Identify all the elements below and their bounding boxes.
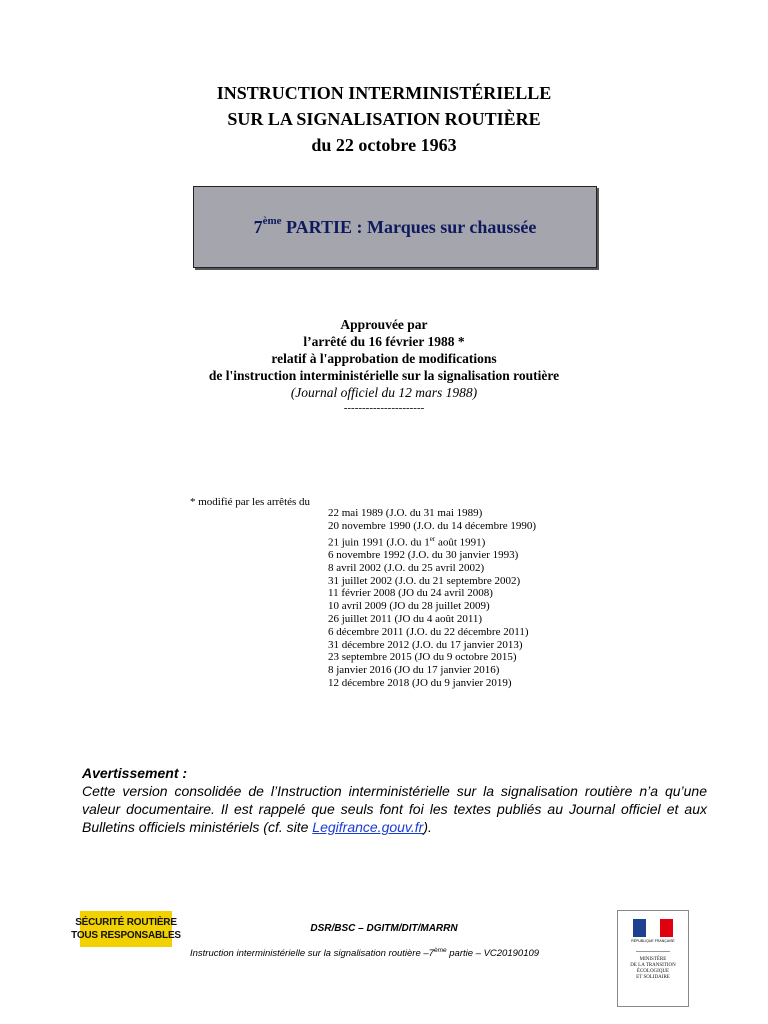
amendment-item: 6 décembre 2011 (J.O. du 22 décembre 2011) <box>328 625 529 638</box>
footer-doc-sup: ème <box>433 947 447 954</box>
amendment-item-part: août 1991) <box>435 536 486 549</box>
warning-title: Avertissement : <box>82 765 188 781</box>
ministere-line: ET SOLIDAIRE <box>636 975 670 980</box>
amendment-item: 31 juillet 2002 (J.O. du 21 septembre 2002) <box>328 574 521 587</box>
modifications-label: * modifié par les arrêtés du <box>190 496 311 508</box>
journal-reference: (Journal officiel du 12 mars 1988) <box>290 385 478 400</box>
warning-text <box>82 782 707 836</box>
ministere-line: MINISTÈRE <box>639 957 667 962</box>
footer-doc-part: Instruction interministérielle sur la signalisation routière –7 <box>190 948 434 960</box>
title-line-3: du 22 octobre 1963 <box>311 135 457 155</box>
ministere-logo <box>617 910 689 1007</box>
amendment-item-sup: er <box>429 534 436 543</box>
legifrance-link[interactable]: Legifrance.gouv.fr <box>312 819 424 835</box>
french-flag-icon <box>633 919 673 937</box>
amendment-item: 12 décembre 2018 (JO du 9 janvier 2019) <box>328 677 512 690</box>
amendment-item: 8 janvier 2016 (JO du 17 janvier 2016) <box>328 664 500 677</box>
amendment-item: 11 février 2008 (JO du 24 avril 2008) <box>328 587 493 600</box>
separator-dashes: ---------------------- <box>343 402 425 414</box>
amendment-item: 26 juillet 2011 (JO du 4 août 2011) <box>328 613 483 626</box>
amendment-item: 6 novembre 1992 (J.O. du 30 janvier 1993) <box>328 549 519 562</box>
logo-line-2: TOUS RESPONSABLES <box>71 930 181 941</box>
amendment-list <box>328 507 536 690</box>
partie-box <box>193 186 597 268</box>
ministere-name <box>618 957 688 981</box>
amendment-item: 31 décembre 2012 (J.O. du 17 janvier 2013) <box>328 638 523 651</box>
title-line-1: INSTRUCTION INTERMINISTÉRIELLE <box>216 83 552 103</box>
logo-line-1: SÉCURITÉ ROUTIÈRE <box>75 917 177 928</box>
approval-line-4: de l'instruction interministérielle sur la signalisation routière <box>208 368 560 383</box>
logo-divider <box>636 951 670 952</box>
amendment-item: 8 avril 2002 (J.O. du 25 avril 2002) <box>328 561 485 574</box>
approval-line-3: relatif à l'approbation de modifications <box>271 351 497 366</box>
amendment-item: 23 septembre 2015 (JO du 9 octobre 2015) <box>328 651 517 664</box>
amendment-item-part: 21 juin 1991 (J.O. du 1 <box>328 536 430 549</box>
partie-number-sup: ème <box>262 214 282 227</box>
warning-text-end: ). <box>423 819 432 835</box>
amendment-item: 10 avril 2009 (JO du 28 juillet 2009) <box>328 600 490 613</box>
title-line-2: SUR LA SIGNALISATION ROUTIÈRE <box>227 109 541 129</box>
partie-number: 7 <box>253 216 263 237</box>
footer-reference: DSR/BSC – DGITM/DIT/MARRN <box>310 923 458 934</box>
approval-line-1: Approuvée par <box>340 317 428 332</box>
approval-line-2: l’arrêté du 16 février 1988 * <box>303 334 465 349</box>
ministere-line: DE LA TRANSITION <box>630 963 676 968</box>
document-title <box>0 80 768 158</box>
footer-document-id <box>190 947 539 959</box>
amendment-item: 22 mai 1989 (J.O. du 31 mai 1989) <box>328 507 483 519</box>
partie-label: PARTIE : Marques sur chaussée <box>281 216 537 237</box>
footer-doc-part: partie – VC20190109 <box>446 948 540 960</box>
approval-block <box>0 316 768 415</box>
partie-title <box>253 214 537 238</box>
republique-label: RÉPUBLIQUE FRANÇAISE <box>631 939 675 943</box>
ministere-line: ÉCOLOGIQUE <box>636 969 670 974</box>
amendment-item: 20 novembre 1990 (J.O. du 14 décembre 1990) <box>328 519 537 532</box>
warning-text-body: Cette version consolidée de l’Instruction interministérielle sur la signalisation routière n’a qu’une valeur documentaire. Il est rappelé que seuls font foi les textes publiés au Journal officiel et aux Bulletins officiels ministériels (cf. site <box>82 783 707 835</box>
amendment-item <box>328 533 536 549</box>
